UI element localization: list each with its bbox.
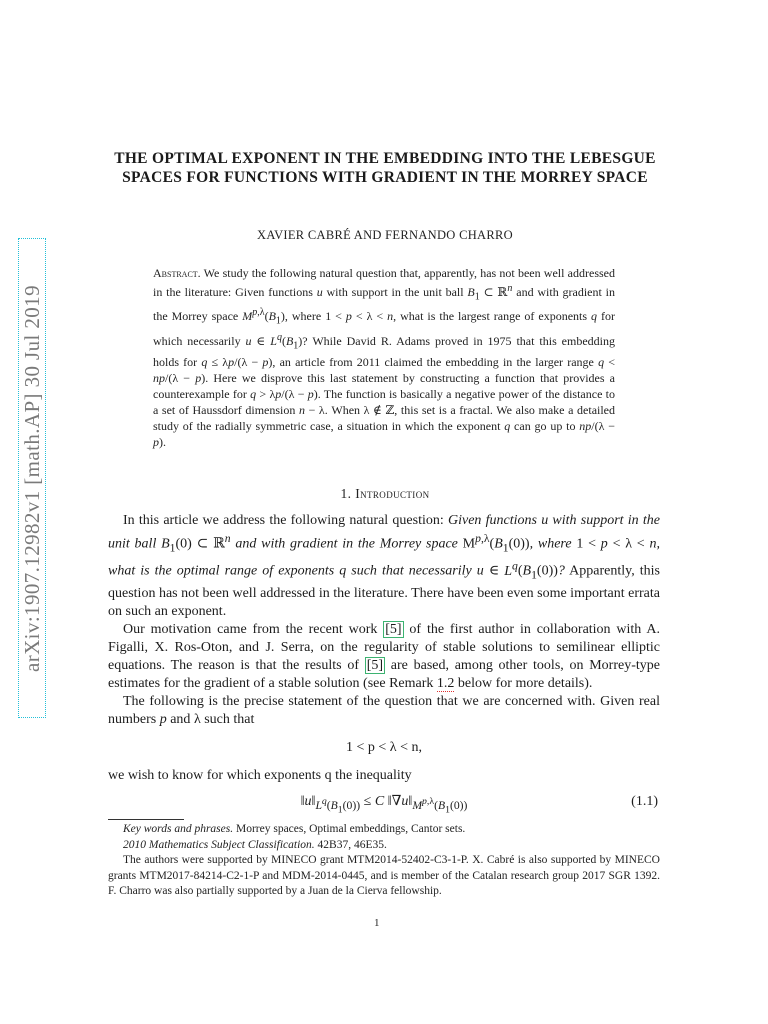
intro-text: and — [166, 711, 194, 727]
intro-text: Given functions u with support in the unit ball — [108, 513, 661, 552]
abstract-text: for which necessarily — [153, 309, 615, 348]
citation-link[interactable]: [5] — [366, 657, 384, 673]
section-heading: 1. Introduction — [340, 486, 430, 501]
equation-1-1 — [108, 793, 660, 819]
intro-text: are based, among other tools, on Morrey-type estimates for the gradient of a stable solution (see Remark — [108, 657, 660, 691]
intro-text: , where — [529, 536, 577, 552]
abstract-text: . Here we disprove this last statement by constructing a function that provides a counterexample for — [153, 371, 616, 402]
intro-text: such that — [200, 711, 255, 727]
abstract-text: . When — [324, 403, 364, 418]
abstract-label: Abstract. — [153, 266, 201, 280]
paper-title: THE OPTIMAL EXPONENT IN THE EMBEDDING INTO THE LEBESGUE SPACES FOR FUNCTIONS WITH GRADIENT IN THE MORREY SPACE — [114, 150, 656, 186]
equation-body: $‖u‖_{L^q(B_1(0))} \le C$ $‖\nabla u‖_{M^{p,\lambda}(B_1(0))}$ — [300, 794, 468, 816]
abstract-text: . — [163, 435, 166, 450]
abstract-text: with support in the unit ball — [322, 285, 468, 299]
intro-text: and with gradient in the Morrey space — [230, 536, 463, 552]
keywords-label: Key words and phrases. — [123, 823, 234, 835]
arxiv-identifier: arXiv:1907.12982v1 [math.AP] 30 Jul 2019 — [19, 284, 44, 672]
paper-authors: XAVIER CABRÉ AND FERNANDO CHARRO — [257, 228, 513, 242]
footnotes — [108, 822, 660, 900]
intro-text: Our motivation came from the recent work — [123, 621, 384, 637]
intro-text: , what is the optimal range of exponents q such that necessarily — [108, 536, 660, 580]
keywords-text: Morrey spaces, Optimal embeddings, Cantor sets. — [233, 823, 466, 835]
intro-paragraph: The following is the precise statement of the question that we are concerned with. Given real numbers p and λ such that — [108, 693, 660, 727]
footnote-divider — [108, 819, 184, 820]
page-number: 1 — [374, 917, 380, 929]
abstract-text: . The function is basically a negative power of the distance to a set of Haussdorf dimension — [153, 387, 615, 418]
msc-footnote — [108, 838, 660, 854]
intro-text: ? — [557, 564, 565, 580]
abstract: Abstract. We study the following natural question that, apparently, has not been well addressed in the literature: Given functions u with support in the unit ball $B_1$ ⊂ ℝ$^n$ and with gradient in the Morrey space $M^{p,\lambda}(B_1)$, where 1 < p < λ < n, what is the largest range of exponents q for which necessarily u ∈ $L^q(B_1)$? While David R. Adams proved in 1975 that this embedding holds for q ≤ λp/(λ − p), an article from 2011 claimed the embedding in the larger range q < np/(λ − p). Here we disprove this last statement by constructing a function that provides a counterexample for q > λp/(λ − p). The function is basically a negative power of the distance to a set of Haussdorf dimension n − λ. When λ ∉ ℤ, this set is a fractal. We also make a detailed study of the radially symmetric case, a situation in which the exponent q can go up to np/(λ − p). — [153, 266, 616, 450]
intro-text: In this article we address the following natural question: — [123, 513, 448, 528]
funding-footnote: The authors were supported by MINECO grant MTM2014-52402-C3-1-P. X. Cabré is also supported by MINECO grants MTM2017-84214-C2-1-P and MDM-2014-0445, and is member of the Catalan research group 2017 SGR 1392. F. Charro was also partially supported by a Juan de la Cierva fellowship. — [108, 854, 660, 897]
abstract-text: We study the following natural question that, apparently, has not been well addressed in the literature: Given functions — [153, 266, 615, 299]
equation-number: (1.1) — [631, 793, 658, 809]
abstract-text: , where — [284, 309, 326, 324]
abstract-text: can go up to — [510, 419, 580, 434]
abstract-text: ? While David R. Adams proved in 1975 that this embedding holds for — [153, 333, 615, 370]
intro-text: Apparently, this question has not been well addressed in the literature. There have been even some important errata on such an exponent. — [108, 564, 660, 619]
abstract-text: , an article from 2011 claimed the embedding in the larger range — [272, 355, 599, 370]
intro-paragraph — [108, 621, 660, 693]
intro-text: below for more details). — [454, 675, 593, 691]
abstract-text: , what is the largest range of exponents — [393, 309, 592, 324]
abstract-text: , this set is a fractal. We also make a detailed study of the radially symmetric case, a situation in which the exponent — [153, 403, 616, 434]
remark-link[interactable]: 1.2 — [436, 675, 455, 691]
arxiv-stamp[interactable] — [18, 238, 46, 718]
msc-text: 42B37, 46E35. — [314, 838, 387, 851]
intro-text: of the first author in collaboration with A. Figalli, X. Ros-Oton, and J. Serra, on the regularity of stable solutions to semilinear elliptic equations. The reason is that the results of — [108, 621, 660, 673]
keywords-footnote — [108, 822, 660, 838]
display-math: 1 < p < λ < n, — [346, 739, 422, 755]
msc-label: 2010 Mathematics Subject Classification. — [123, 838, 315, 851]
intro-text: we wish to know for which exponents q the inequality — [108, 767, 412, 783]
introduction-body — [108, 512, 660, 819]
intro-paragraph: In this article we address the following natural question: Given functions u with support in the unit ball $B_1(0)$ ⊂ ℝ$^n$ and with gradient in the Morrey space $M^{p,\lambda}(B_1(0))$, where 1 < p < λ < n, what is the optimal range of exponents q such that necessarily u ∈ $L^q(B_1(0))$? Apparently, this question has not been well addressed in the literature. There have been even some important errata on such an exponent. — [108, 513, 661, 619]
abstract-text: and with gradient in the Morrey space — [153, 285, 615, 324]
intro-text: The following is the precise statement of the question that we are concerned with. Given real numbers — [108, 693, 660, 727]
citation-link[interactable]: [5] — [385, 621, 402, 637]
